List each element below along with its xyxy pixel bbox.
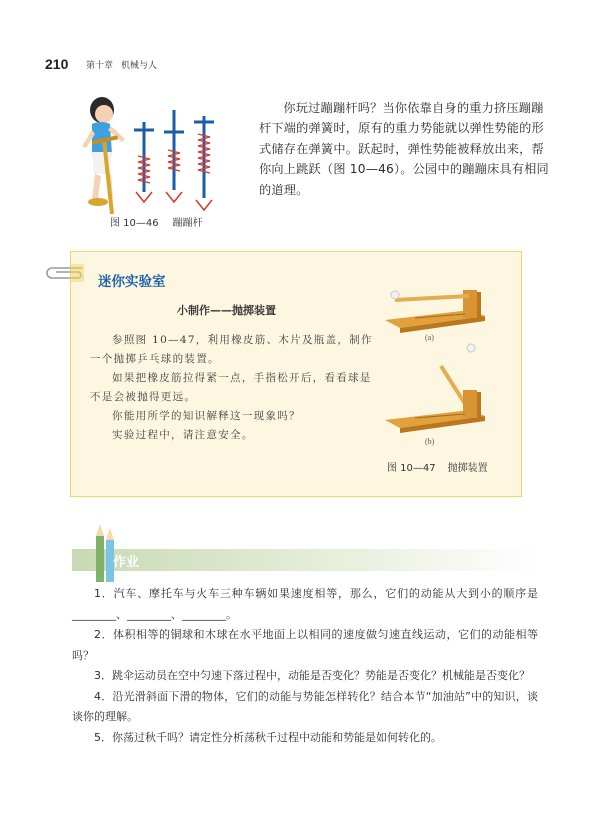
homework-header-bar xyxy=(72,549,538,571)
figure-10-47-a-label: (a) xyxy=(425,333,434,342)
lab-paragraph: 实验过程中，请注意安全。 xyxy=(112,429,254,441)
chapter-number: 第十章 xyxy=(86,61,114,71)
catapult-figure-a xyxy=(385,280,490,335)
mini-lab-subtitle: 小制作——抛掷装置 xyxy=(177,304,276,317)
figure-title: 抛掷装置 xyxy=(447,463,488,474)
homework-list xyxy=(72,584,538,748)
lab-paragraph: 参照图 10—47，利用橡皮筋、木片及瓶盖，制作一个抛掷乒乓球的装置。 xyxy=(90,334,373,365)
homework-item: 1．汽车、摩托车与火车三种车辆如果速度相等，那么，它们的动能从大到小的顺序是 ________、________、________。 xyxy=(72,587,538,621)
lab-paragraph: 如果把橡皮筋拉得紧一点，手指松开后，看看球是不是会被抛得更远。 xyxy=(90,372,372,403)
catapult-figure-b xyxy=(385,342,490,437)
homework-item: 2．体积相等的铜球和木球在水平地面上以相同的速度做匀速直线运动，它们的动能相等吗？ xyxy=(72,628,538,662)
homework-item: 3．跳伞运动员在空中匀速下落过程中，动能是否变化？势能是否变化？机械能是否变化？ xyxy=(94,669,530,682)
figure-label: 图 10—47 xyxy=(387,463,436,474)
chapter-title: 机械与人 xyxy=(121,61,158,71)
figure-10-47-b-label: (b) xyxy=(425,437,435,446)
figure-10-46-caption xyxy=(110,214,203,229)
figure-title: 蹦蹦杆 xyxy=(172,218,203,229)
pogo-stick-illustration xyxy=(70,94,230,214)
spring-diagram xyxy=(134,110,214,210)
page-number: 210 xyxy=(45,56,69,72)
mini-lab-instructions xyxy=(90,331,378,445)
homework-item: 5．你荡过秋千吗？请定性分析荡秋千过程中动能和势能是如何转化的。 xyxy=(94,730,442,744)
lab-paragraph: 你能用所学的知识解释这一现象吗？ xyxy=(112,410,301,422)
chapter-heading xyxy=(86,58,157,71)
homework-title: 作业 xyxy=(113,555,140,570)
intro-paragraph: 你玩过蹦蹦杆吗？当你依靠自身的重力挤压蹦蹦杆下端的弹簧时，原有的重力势能就以弹性势能的形式储存在弹簧中。跃起时，弹性势能被释放出来，帮你向上跳跃（图 10—46）。公园中的蹦蹦床具有相同的道理。 xyxy=(259,101,549,197)
paper-clip-icon xyxy=(44,262,84,284)
homework-item: 4．沿光滑斜面下滑的物体，它们的动能与势能怎样转化？结合本节“加油站”中的知识，谈谈你的理解。 xyxy=(72,689,538,723)
figure-10-47-caption xyxy=(387,459,488,474)
mini-lab-title: 迷你实验室 xyxy=(98,274,166,290)
figure-label: 图 10—46 xyxy=(110,218,159,229)
